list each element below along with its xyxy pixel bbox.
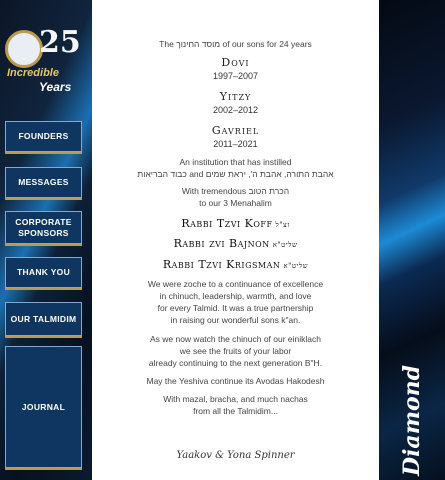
rabbi-name-text: Rabbi Tzvi Koff [181, 217, 273, 230]
paragraph-line: from all the Talmidim... [193, 406, 278, 416]
paragraph-line: for every Talmid. It was a true partnership [157, 303, 314, 313]
logo-emblem-icon [5, 30, 43, 68]
paragraph-line: we see the fruits of your labor [179, 346, 292, 356]
intro-text: The מוסד החינוך of our sons for 24 years [159, 39, 312, 49]
rabbi-name-text: Rabbi zvi Bajnon [173, 237, 270, 250]
nav-messages-button[interactable]: MESSAGES [5, 167, 82, 198]
nav-corporate-sponsors-button[interactable]: CORPORATE SPONSORS [5, 211, 82, 244]
paragraph-line: in chinuch, leadership, warmth, and love [159, 291, 312, 301]
paragraph-line: With mazal, bracha, and much nachas [163, 394, 308, 404]
rabbi-honorific: זצ"ל [275, 221, 290, 229]
right-decorative-panel [379, 0, 445, 480]
paragraph-line: in raising our wonderful sons k"an. [170, 315, 301, 325]
son-name: Yitzy [219, 90, 252, 103]
paragraph-line: May the Yeshiva continue its Avodas Hakodesh [146, 376, 325, 386]
gratitude-line-2: to our 3 Menahalim [199, 198, 272, 208]
message-panel [92, 0, 379, 480]
nav-journal-button[interactable]: JOURNAL [5, 346, 82, 468]
paragraph-line: As we now watch the chinuch of our einiklach [149, 334, 322, 344]
paragraph-line: We were zoche to a continuance of excellence [147, 279, 324, 289]
nav-thank-you-button[interactable]: THANK YOU [5, 257, 82, 288]
rabbi-name [92, 237, 379, 250]
son-years: 2002–2012 [212, 105, 259, 115]
rabbi-name [92, 258, 379, 271]
logo-line1: Incredible [7, 67, 59, 79]
diamond-text: Diamond [399, 364, 425, 476]
rabbi-honorific: שליט"א [272, 241, 298, 249]
rabbi-name [92, 217, 379, 230]
son-name: Gavriel [211, 124, 260, 137]
rabbi-honorific: שליט"א [283, 262, 309, 270]
son-name: Dovi [221, 56, 250, 69]
son-years: 1997–2007 [212, 71, 259, 81]
institution-line-2: כבוד הבריאות and אהבת התורה, אהבת ה', יראת שמים [137, 169, 334, 179]
son-years: 2011–2021 [213, 139, 258, 149]
logo-line2: Years [39, 80, 72, 94]
rabbi-name-text: Rabbi Tzvi Krigsman [162, 258, 281, 271]
gratitude-line-1: With tremendous הכרת הטוב [181, 186, 290, 196]
logo-number: 25 [39, 25, 81, 60]
logo-25-years [3, 27, 89, 97]
nav-our-talmidim-button[interactable]: OUR TALMIDIM [5, 302, 82, 336]
diamond-label [391, 364, 431, 480]
nav-founders-button[interactable]: FOUNDERS [5, 121, 82, 152]
institution-line-1: An institution that has instilled [179, 157, 292, 167]
paragraph-line: already continuing to the next generation B"H. [148, 358, 323, 368]
left-sidebar [0, 0, 92, 480]
signature: Yaakov & Yona Spinner [176, 450, 295, 461]
